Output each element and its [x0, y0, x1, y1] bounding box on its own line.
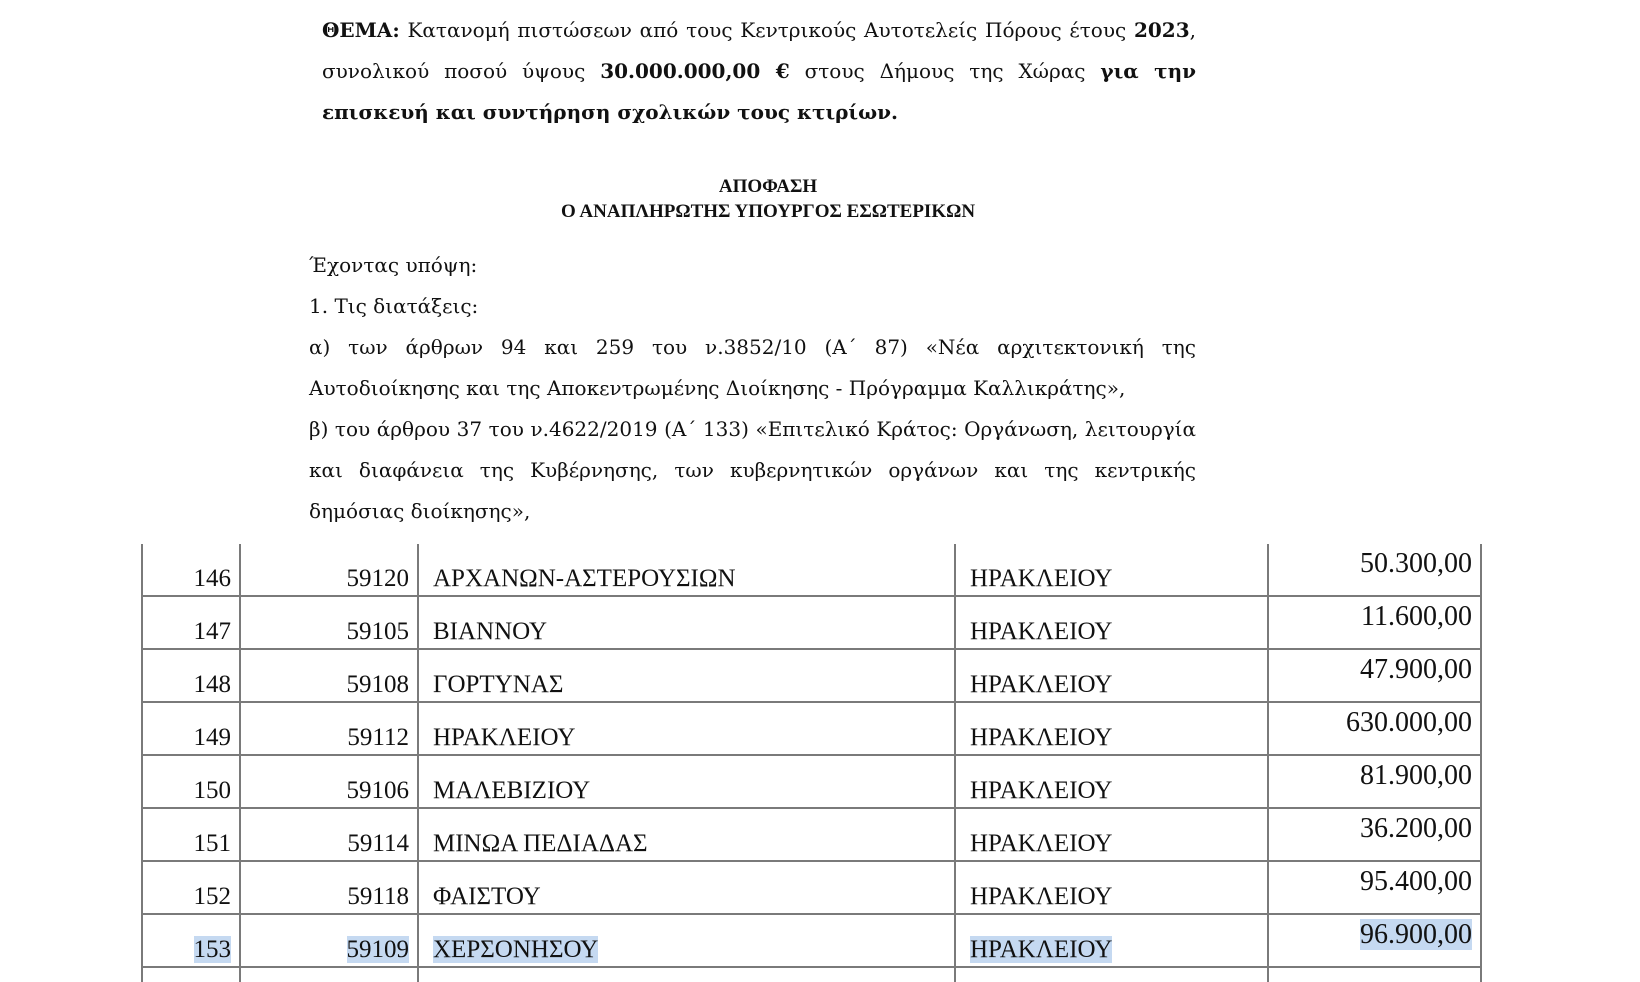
row-number-cell[interactable]: [142, 808, 240, 861]
municipality-name-cell[interactable]: [418, 914, 955, 967]
provision-item-a: α) των άρθρων 94 και 259 του ν.3852/10 (Α΄ 87) «Νέα αρχιτεκτονική της Αυτοδιοίκησης και της Αποκεντρωμένης Διοίκησης - Πρόγραμμα Καλλικράτης»,: [309, 335, 1196, 400]
row-number-cell[interactable]: [142, 649, 240, 702]
prefecture-cell[interactable]: [955, 914, 1268, 967]
prefecture-cell-text: ΗΡΑΚΛΕΙΟΥ: [970, 671, 1113, 698]
amount-cell-text: 96.900,00: [1360, 919, 1472, 950]
allocation-table-body: [142, 544, 1481, 982]
municipality-name-cell-text: ΒΙΑΝΝΟΥ: [433, 618, 548, 645]
table-row[interactable]: [142, 808, 1481, 861]
municipality-name-cell[interactable]: [418, 702, 955, 755]
amount-cell-text: 81.900,00: [1360, 760, 1472, 791]
provision-item-b: β) του άρθρου 37 του ν.4622/2019 (Α΄ 133) «Επιτελικό Κράτος: Οργάνωση, λειτουργία και διαφάνεια της Κυβέρνησης, των κυβερνητικών οργάνων και της κεντρικής δημόσιας διοίκησης»,: [309, 417, 1196, 523]
row-number-cell-text: 153: [193, 936, 231, 963]
municipality-code-cell-text: 59105: [346, 618, 409, 645]
municipality-code-cell-text: 59106: [346, 777, 409, 804]
amount-cell-text: 47.900,00: [1360, 654, 1472, 685]
municipality-code-cell[interactable]: [240, 755, 418, 808]
row-number-cell[interactable]: [142, 702, 240, 755]
subject-text-2: , συνολικού ποσού ύψους: [322, 18, 1196, 83]
amount-cell[interactable]: [1268, 649, 1481, 702]
row-number-cell-text: 152: [193, 883, 231, 910]
municipality-code-cell-text: 59108: [346, 671, 409, 698]
row-number-cell-text: 151: [193, 830, 231, 857]
amount-cell[interactable]: [1268, 702, 1481, 755]
municipality-code-cell[interactable]: [240, 808, 418, 861]
allocation-table: [141, 544, 1480, 982]
municipality-code-cell-text: 59118: [347, 883, 409, 910]
municipality-code-cell-text: 59109: [346, 936, 409, 963]
row-number-cell[interactable]: [142, 544, 240, 596]
municipality-code-cell[interactable]: [240, 544, 418, 596]
prefecture-cell-text: ΗΡΑΚΛΕΙΟΥ: [970, 883, 1113, 910]
municipality-code-cell[interactable]: [240, 596, 418, 649]
table-row[interactable]: [142, 702, 1481, 755]
subject-year: 2023: [1133, 18, 1190, 42]
prefecture-cell[interactable]: [955, 596, 1268, 649]
row-number-cell-text: 146: [193, 565, 231, 592]
partial-cell: [142, 967, 240, 982]
amount-cell[interactable]: [1268, 544, 1481, 596]
municipality-name-cell[interactable]: [418, 861, 955, 914]
municipality-name-cell-text: ΜΙΝΩΑ ΠΕΔΙΑΔΑΣ: [433, 830, 648, 857]
municipality-code-cell[interactable]: [240, 649, 418, 702]
subject-amount: 30.000.000,00 €: [600, 59, 790, 83]
subject-text-3: στους Δήμους της Χώρας: [789, 59, 1101, 83]
prefecture-cell[interactable]: [955, 702, 1268, 755]
minister-title: Ο ΑΝΑΠΛΗΡΩΤΗΣ ΥΠΟΥΡΓΟΣ ΕΣΩΤΕΡΙΚΩΝ: [560, 201, 976, 222]
row-number-cell[interactable]: [142, 861, 240, 914]
amount-cell-text: 95.400,00: [1360, 866, 1472, 897]
prefecture-cell-text: ΗΡΑΚΛΕΙΟΥ: [970, 777, 1113, 804]
partial-cell: [418, 967, 955, 982]
partial-cell: [955, 967, 1268, 982]
prefecture-cell[interactable]: [955, 649, 1268, 702]
row-number-cell[interactable]: [142, 596, 240, 649]
prefecture-cell[interactable]: [955, 861, 1268, 914]
row-number-cell-text: 150: [193, 777, 231, 804]
municipality-name-cell-text: ΜΑΛΕΒΙΖΙΟΥ: [433, 777, 591, 804]
subject-label: ΘΕΜΑ:: [322, 18, 400, 42]
amount-cell[interactable]: [1268, 861, 1481, 914]
prefecture-cell-text: ΗΡΑΚΛΕΙΟΥ: [970, 830, 1113, 857]
municipality-code-cell[interactable]: [240, 861, 418, 914]
partial-cell: [1268, 967, 1481, 982]
prefecture-cell-text: ΗΡΑΚΛΕΙΟΥ: [970, 618, 1113, 645]
prefecture-cell[interactable]: [955, 544, 1268, 596]
row-number-cell-text: 147: [193, 618, 231, 645]
municipality-name-cell-text: ΦΑΙΣΤΟΥ: [433, 883, 541, 910]
table-row[interactable]: [142, 596, 1481, 649]
subject-text-1: Κατανομή πιστώσεων από τους Κεντρικούς Αυτοτελείς Πόρους έτους: [399, 18, 1134, 42]
amount-cell-text: 36.200,00: [1360, 813, 1472, 844]
prefecture-cell-text: ΗΡΑΚΛΕΙΟΥ: [970, 936, 1113, 963]
subject-purpose: για την επισκευή και συντήρηση σχολικών τους κτιρίων.: [322, 59, 1197, 124]
municipality-name-cell-text: ΗΡΑΚΛΕΙΟΥ: [433, 724, 576, 751]
municipality-code-cell-text: 59112: [347, 724, 409, 751]
table-row[interactable]: [142, 649, 1481, 702]
partial-cell: [240, 967, 418, 982]
amount-cell-text: 630.000,00: [1346, 707, 1472, 738]
municipality-name-cell[interactable]: [418, 649, 955, 702]
subject-paragraph: [322, 10, 1196, 133]
municipality-name-cell[interactable]: [418, 596, 955, 649]
row-number-cell[interactable]: [142, 914, 240, 967]
amount-cell[interactable]: [1268, 596, 1481, 649]
amount-cell[interactable]: [1268, 914, 1481, 967]
table-row-partial: [142, 967, 1481, 982]
amount-cell[interactable]: [1268, 755, 1481, 808]
provisions-heading: 1. Τις διατάξεις:: [309, 294, 479, 318]
municipality-code-cell[interactable]: [240, 702, 418, 755]
municipality-code-cell[interactable]: [240, 914, 418, 967]
municipality-name-cell[interactable]: [418, 755, 955, 808]
prefecture-cell[interactable]: [955, 755, 1268, 808]
prefecture-cell[interactable]: [955, 808, 1268, 861]
municipality-code-cell-text: 59114: [347, 830, 409, 857]
decision-title: ΑΠΟΦΑΣΗ: [718, 176, 818, 197]
amount-cell[interactable]: [1268, 808, 1481, 861]
table-row[interactable]: [142, 861, 1481, 914]
prefecture-cell-text: ΗΡΑΚΛΕΙΟΥ: [970, 565, 1113, 592]
amount-cell-text: 50.300,00: [1360, 548, 1472, 579]
row-number-cell[interactable]: [142, 755, 240, 808]
row-number-cell-text: 148: [193, 671, 231, 698]
municipality-name-cell-text: ΧΕΡΣΟΝΗΣΟΥ: [433, 936, 599, 963]
row-number-cell-text: 149: [193, 724, 231, 751]
municipality-code-cell-text: 59120: [346, 565, 409, 592]
municipality-name-cell[interactable]: [418, 544, 955, 596]
prefecture-cell-text: ΗΡΑΚΛΕΙΟΥ: [970, 724, 1113, 751]
municipality-name-cell-text: ΓΟΡΤΥΝΑΣ: [433, 671, 564, 698]
table-row[interactable]: [142, 544, 1481, 596]
municipality-name-cell[interactable]: [418, 808, 955, 861]
having-in-mind: Έχοντας υπόψη:: [309, 253, 478, 277]
table-row[interactable]: [142, 755, 1481, 808]
municipality-name-cell-text: ΑΡΧΑΝΩΝ-ΑΣΤΕΡΟΥΣΙΩΝ: [433, 565, 736, 592]
amount-cell-text: 11.600,00: [1361, 601, 1472, 632]
table-row[interactable]: [142, 914, 1481, 967]
